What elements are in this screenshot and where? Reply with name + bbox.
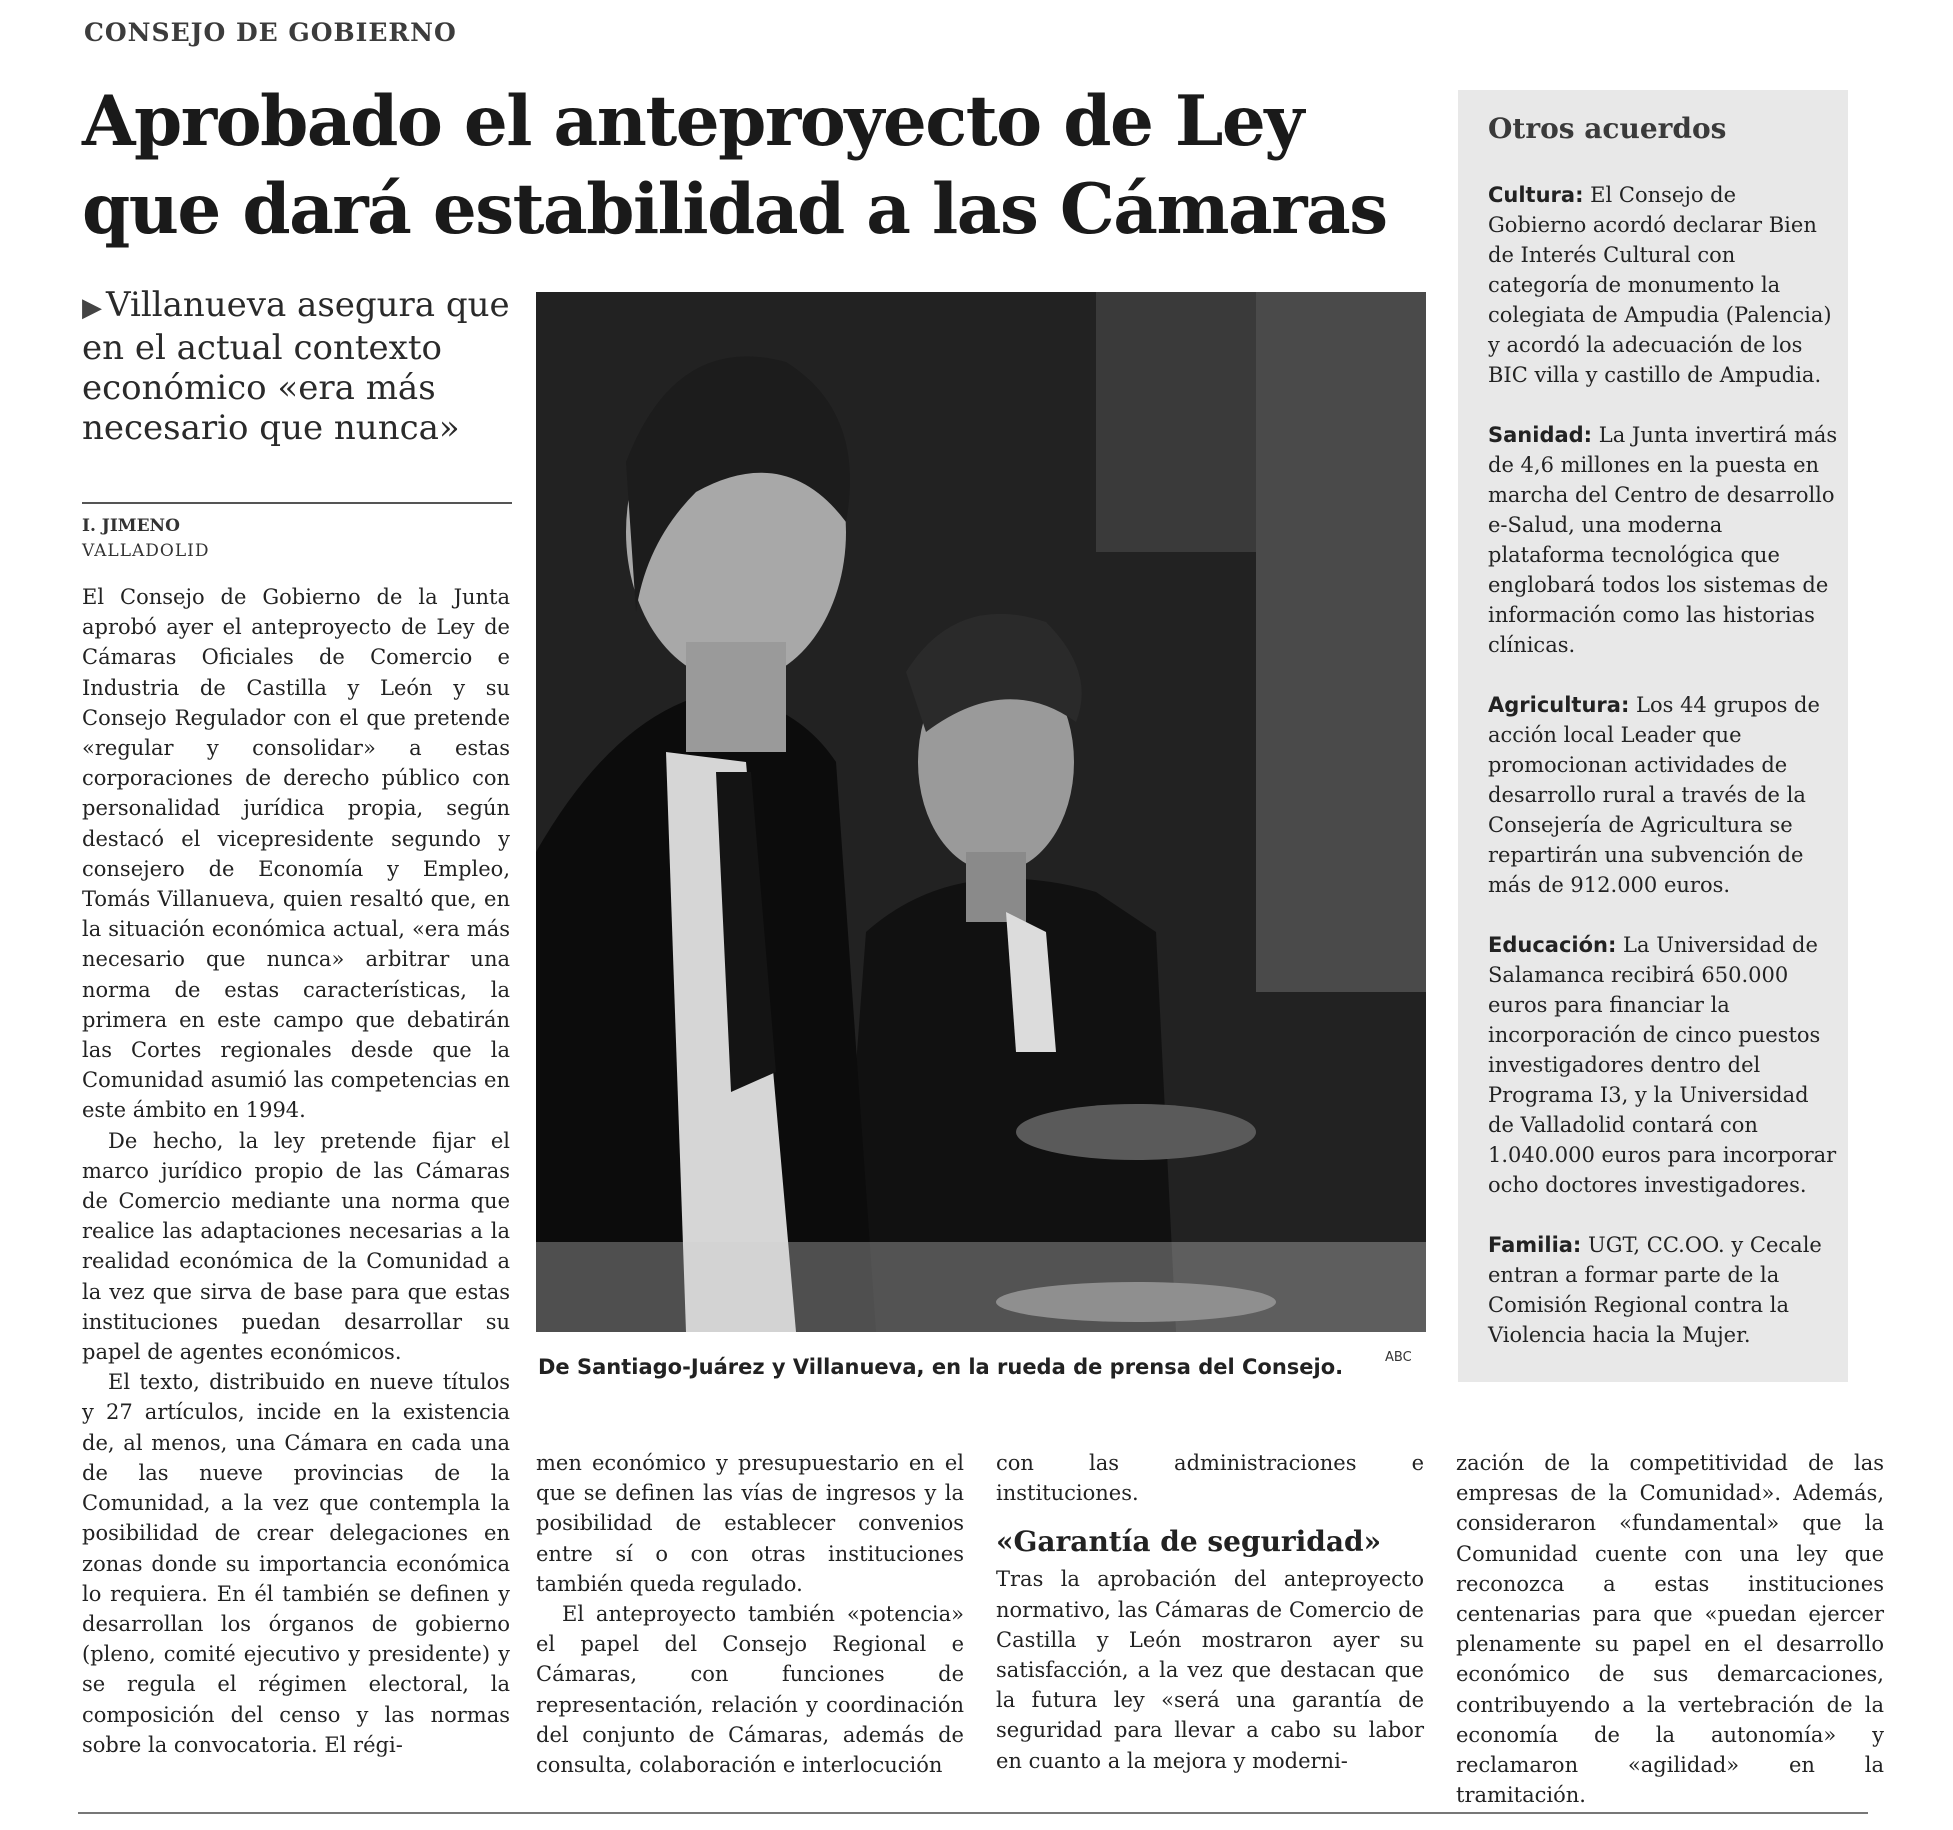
paragraph: con las administraciones e instituciones. xyxy=(996,1451,1424,1506)
paragraph: Tras la aprobación del anteproyecto normativo, las Cámaras de Comercio de Castilla y León mostraron ayer su satisfacción, a la vez que destacan que la futura ley «será una garantía de seguridad para llevar a cabo su labor en cuanto a la mejora y moderni- xyxy=(996,1567,1424,1773)
headline-line-2: que dará estabilidad a las Cámaras xyxy=(82,169,1387,250)
sidebar-item-cultura xyxy=(1488,180,1840,390)
sidebar-item-agricultura xyxy=(1488,690,1840,900)
page-bottom-rule xyxy=(78,1812,1868,1814)
triangle-bullet-icon: ▶ xyxy=(82,293,102,323)
section-subtitle: «Garantía de seguridad» xyxy=(996,1525,1382,1559)
paragraph: El Consejo de Gobierno de la Junta aprobó ayer el anteproyecto de Ley de Cámaras Oficiales de Comercio e Industria de Castilla y León y su Consejo Regulador con el que pretende «regular y consolidar» a estas corporaciones de derecho público con personalidad jurídica propia, según destacó el vicepresidente segundo y consejero de Economía y Empleo, Tomás Villanueva, quien resaltó que, en la situación económica actual, «era más necesario que nunca» arbitrar una norma de estas características, la primera en este campo que debatirán las Cortes regionales desde que la Comunidad asumió las competencias en este ámbito en 1994. xyxy=(82,585,510,1123)
sidebar-otros-acuerdos xyxy=(1458,90,1848,1382)
body-column-2 xyxy=(536,1448,964,1780)
sidebar-item-educacion xyxy=(1488,930,1840,1200)
subheadline xyxy=(82,285,522,448)
photo-credit: ABC xyxy=(1385,1350,1412,1365)
sidebar-item-topic: Familia: xyxy=(1488,1233,1582,1257)
sidebar-item-topic: Sanidad: xyxy=(1488,423,1593,447)
paragraph: El anteproyecto también «potencia» el papel del Consejo Regional e Cámaras, con funciones de representación, relación y coordinación del conjunto de Cámaras, además de consulta, colaboración e interlocución xyxy=(536,1602,964,1778)
byline-author: I. JIMENO xyxy=(82,516,180,536)
body-column-3 xyxy=(996,1448,1424,1776)
sidebar-item-topic: Agricultura: xyxy=(1488,693,1630,717)
sidebar-title: Otros acuerdos xyxy=(1488,112,1727,145)
subheadline-text: Villanueva asegura que en el actual contexto económico «era más necesario que nunca» xyxy=(82,285,510,448)
body-column-4 xyxy=(1456,1448,1884,1810)
byline xyxy=(82,514,522,564)
body-column-1 xyxy=(82,582,510,1760)
sidebar-item-familia xyxy=(1488,1230,1840,1350)
press-conference-photo xyxy=(536,292,1426,1332)
headline xyxy=(82,78,1442,254)
paragraph: El texto, distribuido en nueve títulos y 27 artículos, incide en la existencia de, al menos, una Cámara en cada una de las nueve provincias de la Comunidad, a la vez que contempla la posibilidad de crear delegaciones en zonas donde su importancia económica lo requiera. En él también se definen y desarrollan los órganos de gobierno (pleno, comité ejecutivo y presidente) y se regula el régimen electoral, la composición del censo y las normas sobre la convocatoria. El régi- xyxy=(82,1370,510,1757)
sidebar-item-text: Los 44 grupos de acción local Leader que promocionan actividades de desarrollo rural a través de la Consejería de Agricultura se repartirán una subvención de más de 912.000 euros. xyxy=(1488,693,1820,897)
sidebar-item-text: UGT, CC.OO. y Cecale entran a formar parte de la Comisión Regional contra la Violencia hacia la Mujer. xyxy=(1488,1233,1822,1347)
paragraph: zación de la competitividad de las empresas de la Comunidad». Además, consideraron «fundamental» que la Comunidad cuente con una ley que reconozca a estas instituciones centenarias para que «puedan ejercer plenamente su papel en el desarrollo económico de sus demarcaciones, contribuyendo a la vertebración de la economía de la autonomía» y reclamaron «agilidad» en la tramitación. xyxy=(1456,1451,1884,1808)
sidebar-item-text: El Consejo de Gobierno acordó declarar Bien de Interés Cultural con categoría de monumento la colegiata de Ampudia (Palencia) y acordó la adecuación de los BIC villa y castillo de Ampudia. xyxy=(1488,183,1832,387)
sidebar-item-topic: Cultura: xyxy=(1488,183,1584,207)
sidebar-item-text: La Junta invertirá más de 4,6 millones en la puesta en marcha del Centro de desarrollo e-Salud, una moderna plataforma tecnológica que englobará todos los sistemas de información como las historias clínicas. xyxy=(1488,423,1838,657)
section-label: CONSEJO DE GOBIERNO xyxy=(84,18,457,47)
photo-illustration xyxy=(536,292,1426,1332)
photo-caption: De Santiago-Juárez y Villanueva, en la rueda de prensa del Consejo. xyxy=(538,1355,1344,1379)
sidebar-item-sanidad xyxy=(1488,420,1840,660)
headline-line-1: Aprobado el anteproyecto de Ley xyxy=(82,81,1303,162)
paragraph: men económico y presupuestario en el que se definen las vías de ingresos y la posibilidad de establecer convenios entre sí o con otras instituciones también queda regulado. xyxy=(536,1451,964,1596)
byline-divider xyxy=(82,502,512,504)
sidebar-list xyxy=(1488,180,1840,1380)
byline-city: VALLADOLID xyxy=(82,541,210,561)
sidebar-item-text: La Universidad de Salamanca recibirá 650.000 euros para financiar la incorporación de cinco puestos investigadores dentro del Programa I3, y la Universidad de Valladolid contará con 1.040.000 euros para incorporar ocho doctores investigadores. xyxy=(1488,933,1837,1197)
paragraph: De hecho, la ley pretende fijar el marco jurídico propio de las Cámaras de Comercio mediante una norma que realice las adaptaciones necesarias a la realidad económica de la Comunidad a la vez que sirva de base para que estas instituciones puedan desarrollar su papel de agentes económicos. xyxy=(82,1128,510,1365)
sidebar-item-topic: Educación: xyxy=(1488,933,1617,957)
